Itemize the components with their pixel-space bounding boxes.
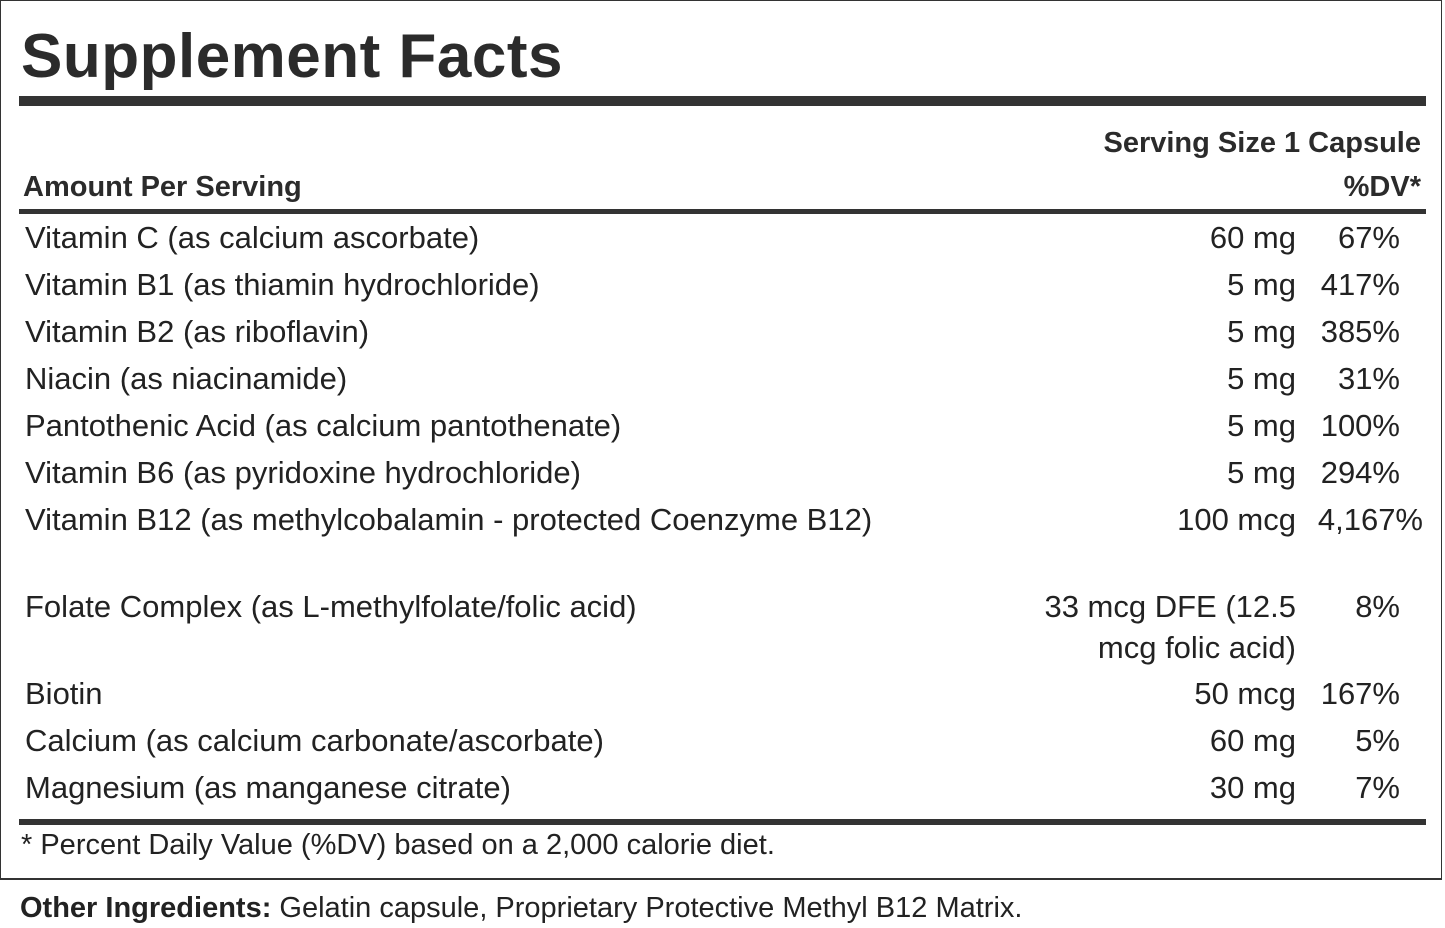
nutrient-amount: 5 mg: [1227, 267, 1296, 302]
nutrient-amount: 5 mg: [1227, 361, 1296, 396]
nutrient-row-vitamin-b12: [1, 499, 1443, 586]
nutrient-row-calcium: [1, 720, 1443, 767]
nutrient-dv: 31%: [1337, 361, 1400, 396]
nutrient-amount: 5 mg: [1227, 455, 1296, 490]
nutrient-dv: 417%: [1320, 267, 1400, 302]
nutrient-dv: 67%: [1337, 220, 1400, 255]
nutrient-row-vitamin-c: [1, 217, 1443, 264]
nutrient-name: Biotin: [25, 676, 103, 711]
nutrient-name: Vitamin B6 (as pyridoxine hydrochloride): [25, 455, 581, 490]
nutrient-row-folate-complex: [1, 586, 1443, 673]
nutrient-name: Magnesium (as manganese citrate): [25, 770, 511, 805]
nutrient-name: Calcium (as calcium carbonate/ascorbate): [25, 723, 604, 758]
nutrient-dv: 4,167%: [1317, 502, 1423, 537]
nutrient-dv: 8%: [1355, 589, 1400, 624]
daily-value-header: %DV*: [1343, 171, 1421, 203]
nutrient-name: Pantothenic Acid (as calcium pantothenate): [25, 408, 622, 443]
daily-value-footnote: * Percent Daily Value (%DV) based on a 2,000 calorie diet.: [21, 829, 775, 861]
nutrient-dv: 5%: [1355, 723, 1400, 758]
nutrient-amount: 50 mcg: [1194, 676, 1296, 711]
nutrient-row-vitamin-b6: [1, 452, 1443, 499]
nutrient-amount: 5 mg: [1227, 314, 1296, 349]
nutrient-name: Vitamin B12 (as methylcobalamin - protected Coenzyme B12): [25, 502, 873, 537]
nutrient-name: Niacin (as niacinamide): [25, 361, 348, 396]
nutrient-name: Vitamin C (as calcium ascorbate): [25, 220, 480, 255]
nutrient-amount: 33 mcg DFE (12.5 mcg folic acid): [1044, 589, 1296, 665]
other-ingredients-text: Gelatin capsule, Proprietary Protective Methyl B12 Matrix.: [271, 892, 1023, 924]
nutrient-amount: 60 mg: [1209, 220, 1296, 255]
nutrient-amount: 30 mg: [1209, 770, 1296, 805]
nutrient-row-niacin: [1, 358, 1443, 405]
nutrient-table: [1, 217, 1443, 814]
nutrient-amount: 100 mcg: [1177, 502, 1296, 537]
other-ingredients-label: Other Ingredients:: [20, 892, 272, 924]
nutrient-row-vitamin-b1: [1, 264, 1443, 311]
nutrient-amount: 60 mg: [1209, 723, 1296, 758]
nutrient-dv: 294%: [1320, 455, 1400, 490]
panel-title: Supplement Facts: [21, 22, 563, 91]
amount-per-serving-header: Amount Per Serving: [23, 171, 302, 203]
nutrient-row-vitamin-b2: [1, 311, 1443, 358]
nutrient-row-magnesium: [1, 767, 1443, 814]
top-divider: [19, 96, 1426, 106]
nutrient-name: Vitamin B2 (as riboflavin): [25, 314, 370, 349]
nutrient-dv: 100%: [1320, 408, 1400, 443]
nutrient-dv: 7%: [1355, 770, 1400, 805]
serving-size: Serving Size 1 Capsule: [1103, 127, 1421, 159]
nutrient-name: Vitamin B1 (as thiamin hydrochloride): [25, 267, 540, 302]
nutrient-name: Folate Complex (as L-methylfolate/folic acid): [25, 589, 637, 624]
nutrient-dv: 167%: [1320, 676, 1400, 711]
nutrient-row-biotin: [1, 673, 1443, 720]
nutrient-row-pantothenic-acid: [1, 405, 1443, 452]
nutrient-dv: 385%: [1320, 314, 1400, 349]
header-divider: [19, 209, 1426, 214]
other-ingredients: [20, 888, 1022, 928]
nutrient-amount: 5 mg: [1227, 408, 1296, 443]
